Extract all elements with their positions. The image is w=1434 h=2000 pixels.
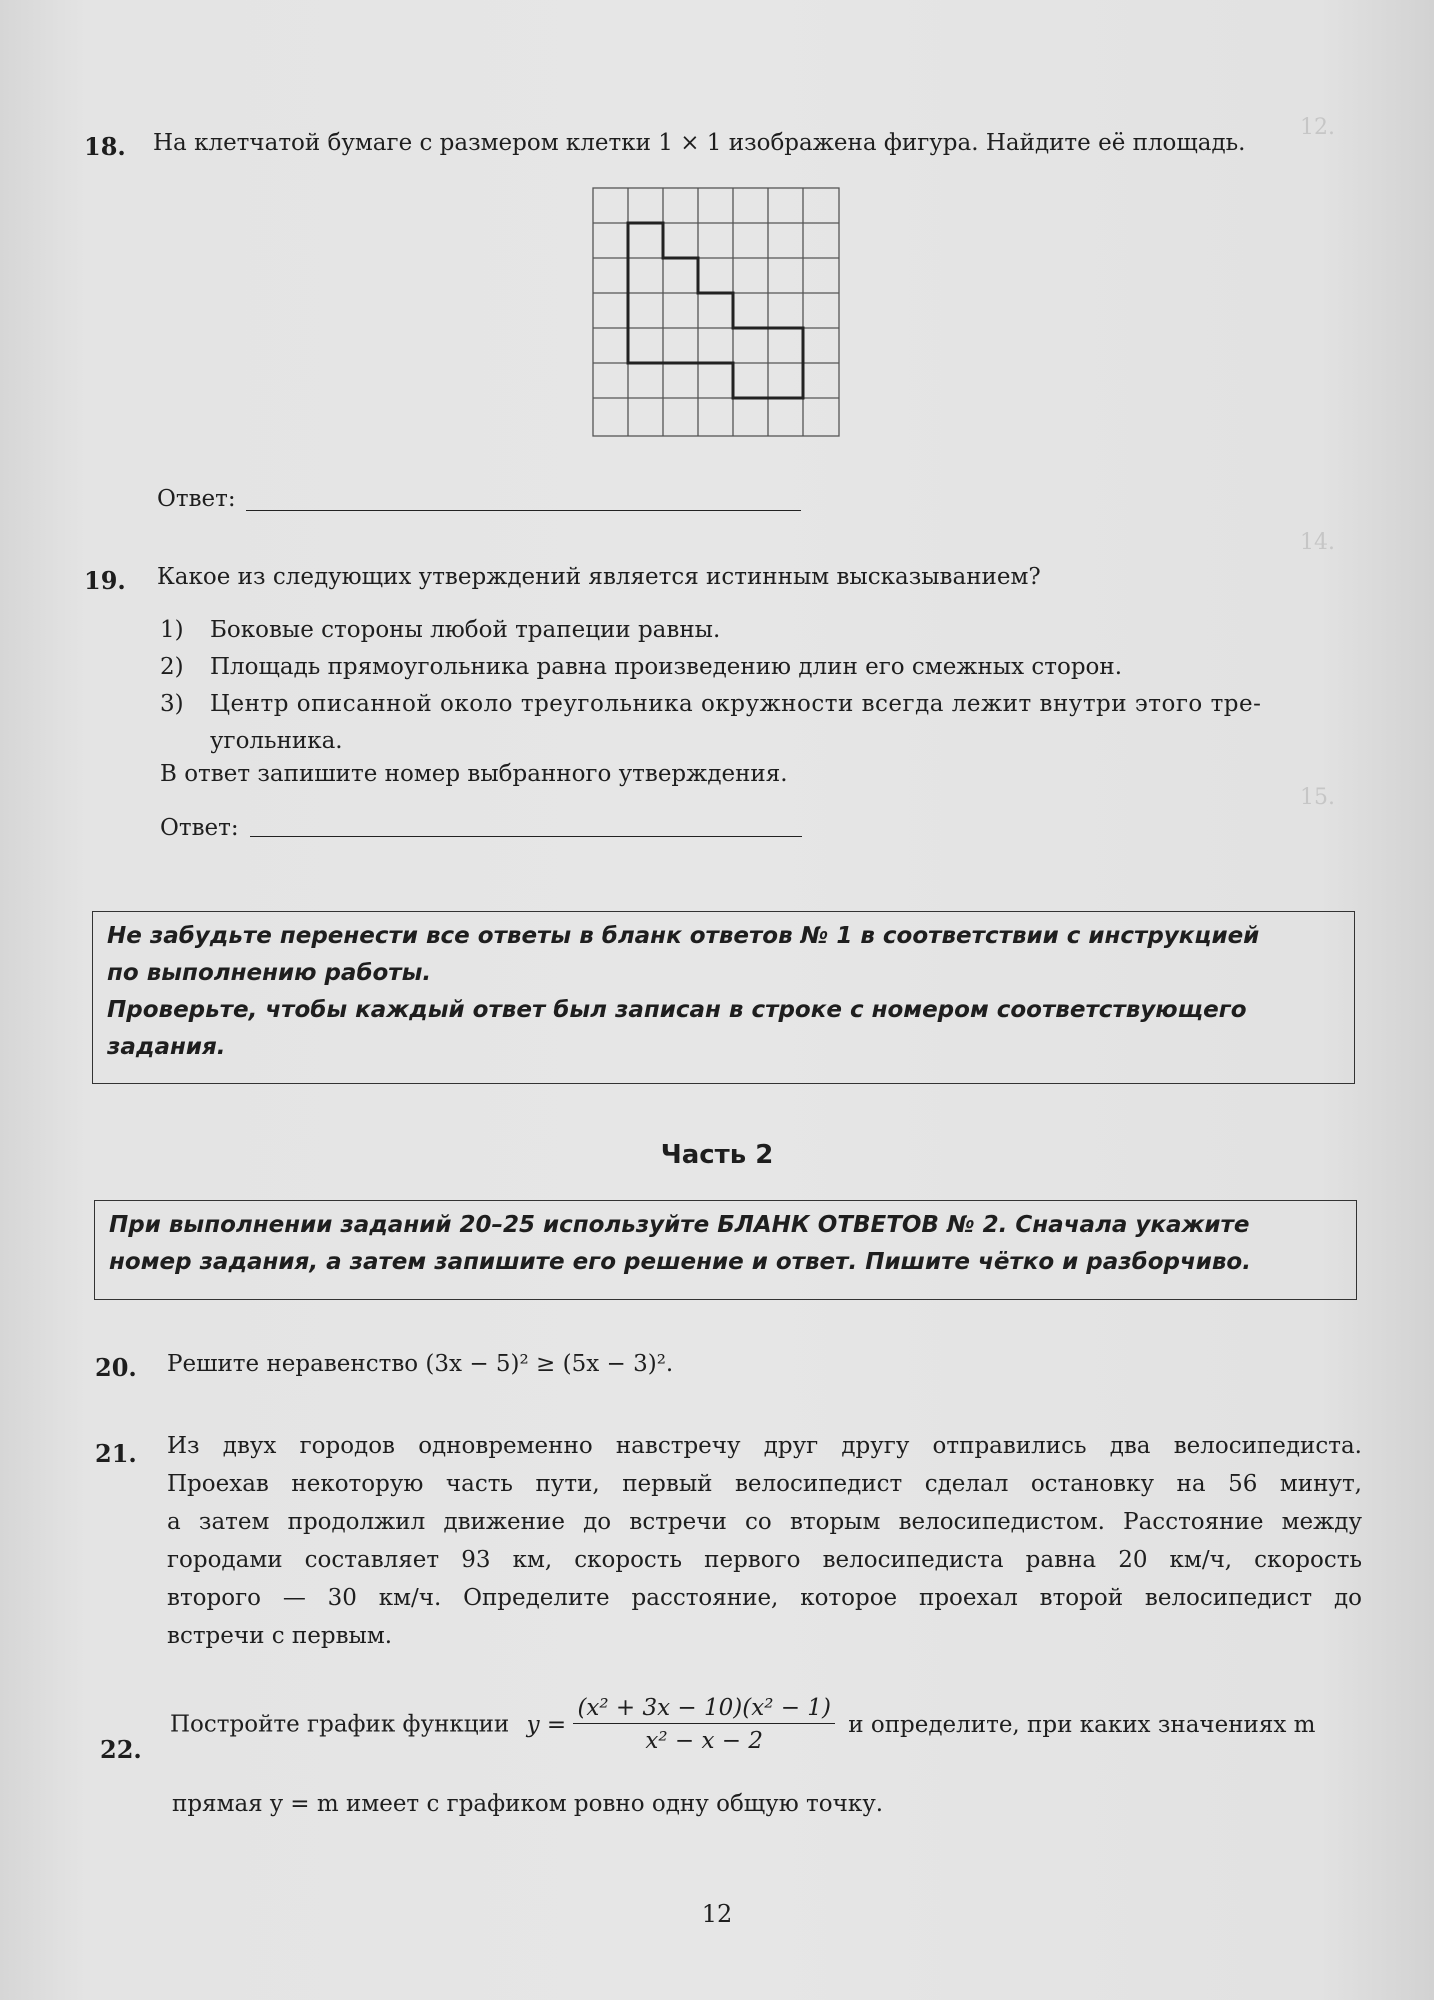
fraction-numerator: (x² + 3x − 10)(x² − 1): [573, 1695, 834, 1724]
question-20-text: Решите неравенство (3x − 5)² ≥ (5x − 3)².: [167, 1351, 674, 1377]
bleed-through: 15.: [1300, 785, 1335, 810]
function-fraction: [573, 1695, 834, 1754]
option-2: 2) Площадь прямоугольника равна произведению длин его смежных сторон.: [160, 654, 1123, 680]
question-number-21: 21.: [95, 1439, 137, 1468]
question-18-text: На клетчатой бумаге с размером клетки 1 × 1 изображена фигура. Найдите её площадь.: [153, 130, 1246, 156]
fraction-denominator: x² − x − 2: [645, 1728, 763, 1754]
question-number-18: 18.: [84, 132, 126, 161]
question-21-text: Из двух городов одновременно навстречу друг другу отправились два велосипедиста. Проехав некоторую часть пути, первый велосипедист сделал остановку на 56 минут, а затем продолжил движение до встречи со вторым велосипедистом. Расстояние между городами составляет 93 км, скорость первого велосипедиста равна 20 км/ч, скорость второго — 30 км/ч. Определите расстояние, которое проехал второй велосипедист до встречи с первым.: [167, 1433, 1362, 1649]
instruction-19: В ответ запишите номер выбранного утверждения.: [160, 761, 788, 787]
grid-figure: [592, 187, 840, 437]
page-number: 12: [701, 1900, 733, 1928]
question-number-20: 20.: [95, 1353, 137, 1382]
answer-field-18[interactable]: [246, 510, 801, 511]
option-3-continuation: угольника.: [210, 728, 343, 754]
question-22-line2: прямая y = m имеет с графиком ровно одну общую точку.: [172, 1791, 884, 1817]
answer-label-19: Ответ:: [160, 815, 239, 841]
question-number-19: 19.: [84, 566, 126, 595]
notice-box-1: Не забудьте перенести все ответы в бланк ответов № 1 в соответствии с инструкцией по выполнению работы. Проверьте, чтобы каждый ответ был записан в строке с номером соответствующего задания.: [92, 911, 1355, 1084]
question-number-22: 22.: [100, 1735, 142, 1764]
bleed-through: 12.: [1300, 115, 1335, 140]
bleed-through: 14.: [1300, 530, 1335, 555]
figure-outline: [628, 223, 803, 398]
notice-box-2: При выполнении заданий 20–25 используйте БЛАНК ОТВЕТОВ № 2. Сначала укажите номер задания, а затем запишите его решение и ответ. Пишите чётко и разборчиво.: [94, 1200, 1357, 1300]
answer-label-18: Ответ:: [157, 486, 236, 512]
question-22-line1: Постройте график функции y = $\frac{\text{(x² + 3x − 10)(x² − 1)}}{\text{x² − x − 2}}$ и определите, при каких значениях m: [170, 1695, 1316, 1754]
option-1: 1) Боковые стороны любой трапеции равны.: [160, 617, 721, 643]
option-3: 3) Центр описанной около треугольника окружности всегда лежит внутри этого тре-: [160, 691, 1262, 717]
part-2-heading: Часть 2: [660, 1140, 774, 1170]
answer-field-19[interactable]: [250, 836, 802, 837]
question-19-text: Какое из следующих утверждений является истинным высказыванием?: [157, 564, 1041, 590]
